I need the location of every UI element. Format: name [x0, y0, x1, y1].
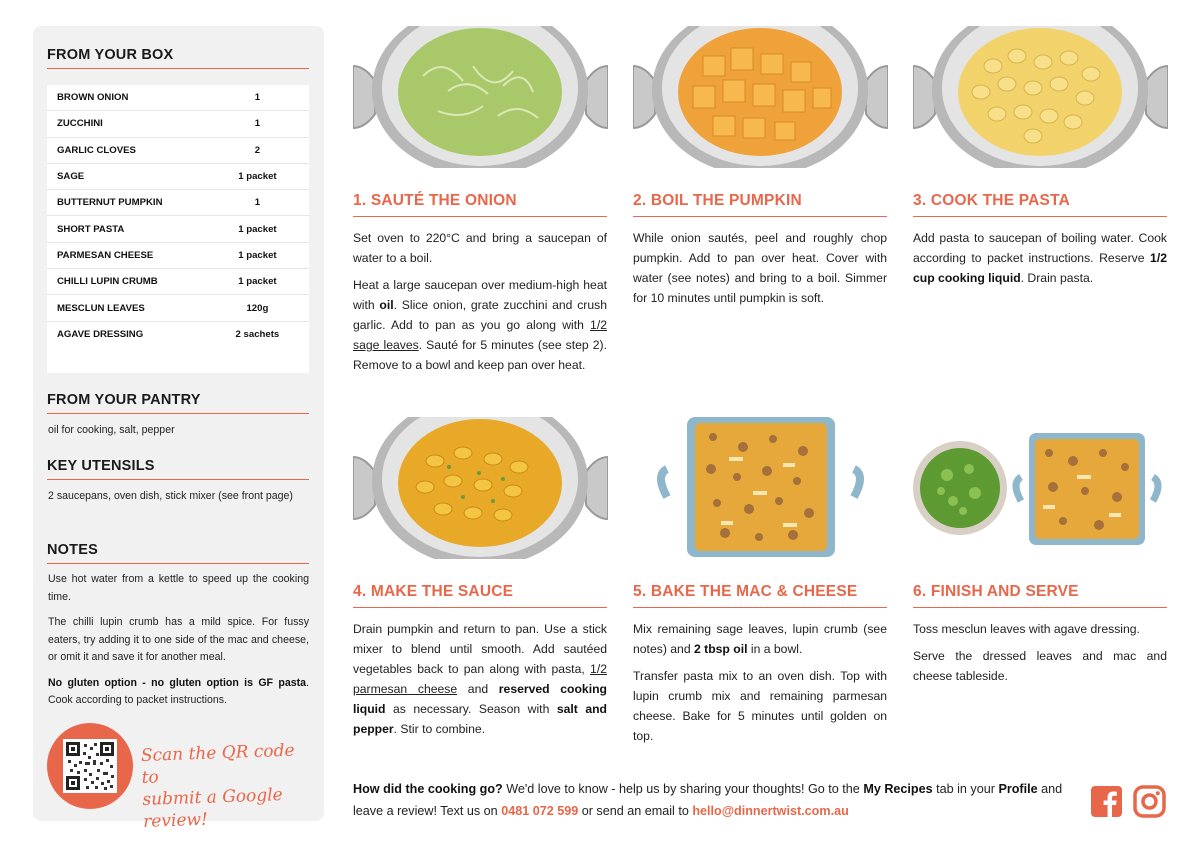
ingredient-row: [47, 322, 309, 348]
note-2: The chilli lupin crumb has a mild spice. For fussy eaters, try adding it to one side of the mac and cheese, or omit it and save it for another meal.: [48, 616, 309, 663]
ingredient-name: BUTTERNUT PUMPKIN: [57, 197, 163, 209]
ingredient-name: MESCLUN LEAVES: [57, 302, 145, 314]
bold-run: 1/2 cup cooking liquid: [913, 251, 1167, 285]
ingredient-row: [47, 190, 309, 216]
ingredient-qty: 1: [254, 197, 261, 209]
qr-caption-line-2: submit a Google review!: [142, 785, 284, 832]
step-5-para-1: [633, 619, 887, 659]
notes-heading: NOTES: [47, 542, 309, 564]
underlined-run: 1/2 parmesan cheese: [353, 662, 607, 696]
review-footer: [353, 778, 1078, 822]
step-1-para-1: Set oven to 220°C and bring a saucepan of water to a boil.: [353, 231, 607, 265]
step-3-para-1: [913, 228, 1167, 288]
text-run: as necessary. Season with: [385, 702, 557, 716]
step-6-title: 6. FINISH AND SERVE: [913, 583, 1167, 608]
step-1-title: 1. SAUTÉ THE ONION: [353, 192, 607, 217]
step-4-para-1: [353, 619, 607, 739]
text-run: . Sauté for 5 minutes (see step 2). Remove to a bowl and keep pan over heat.: [353, 338, 607, 372]
pantry-text: oil for cooking, salt, pepper: [48, 424, 175, 436]
note-3: [48, 675, 309, 710]
step-2-photo-boil-pumpkin: [633, 26, 888, 168]
bold-run: reserved cooking liquid: [353, 682, 607, 716]
ingredient-row: [47, 85, 309, 111]
qr-code-icon[interactable]: [63, 739, 117, 793]
ingredient-qty: 2: [254, 144, 261, 156]
step-4-photo-make-sauce: [353, 417, 608, 559]
ingredient-qty: 1: [254, 118, 261, 130]
step-6-para-2: Serve the dressed leaves and mac and cheese tableside.: [913, 649, 1167, 683]
qr-badge: [47, 723, 133, 809]
text-run: Drain pumpkin and return to pan. Use a stick mixer to blend until smooth. Add sautéed vegetables back to pan along with pasta,: [353, 622, 607, 676]
note-3-bold: No gluten option - no gluten option is GF pasta: [48, 676, 307, 689]
step-1-photo-saute-onion: [353, 26, 608, 168]
ingredient-row: [47, 243, 309, 269]
key-utensils-heading: KEY UTENSILS: [47, 458, 309, 480]
underlined-run: 1/2 sage leaves: [353, 318, 607, 352]
ingredient-name: SHORT PASTA: [57, 223, 125, 235]
ingredient-row: [47, 111, 309, 137]
step-3-title: 3. COOK THE PASTA: [913, 192, 1167, 217]
text-run: or send an email to: [578, 804, 693, 818]
text-run: . Drain pasta.: [1020, 271, 1094, 285]
ingredient-name: SAGE: [57, 171, 85, 183]
text-run: Heat a large saucepan over medium-high heat with: [353, 278, 607, 312]
step-5-para-2: Transfer pasta mix to an oven dish. Top with lupin crumb mix and remaining parmesan cheese. Bake for 5 minutes until golden on top.: [633, 669, 887, 743]
step-5-body: [633, 619, 887, 753]
ingredient-qty: 1: [254, 92, 261, 104]
step-6-photo-finish-serve: [913, 417, 1168, 559]
step-6-para-1: Toss mesclun leaves with agave dressing.: [913, 622, 1140, 636]
ingredient-qty: 1 packet: [238, 223, 277, 235]
note-1: Use hot water from a kettle to speed up the cooking time.: [48, 573, 309, 603]
notes-body: [48, 571, 309, 718]
text-run: . Slice onion, grate zucchini and crush garlic. Add to pan as you go along with: [353, 298, 608, 332]
ingredient-name: BROWN ONION: [57, 92, 129, 104]
qr-caption: [141, 739, 314, 833]
ingredient-row: [47, 164, 309, 190]
ingredient-row: [47, 295, 309, 321]
ingredient-name: ZUCCHINI: [57, 118, 103, 130]
utensils-text: 2 saucepans, oven dish, stick mixer (see front page): [48, 490, 293, 502]
step-4-body: [353, 619, 607, 746]
step-5-photo-bake-mac-cheese: [633, 417, 888, 559]
ingredient-name: GARLIC CLOVES: [57, 144, 136, 156]
instagram-icon[interactable]: [1133, 785, 1166, 818]
from-your-box-heading: FROM YOUR BOX: [47, 47, 309, 69]
phone-link[interactable]: 0481 072 599: [501, 804, 579, 818]
ingredient-qty: 120g: [246, 302, 269, 314]
step-1-para-2: [353, 275, 607, 375]
text-run: in a bowl.: [747, 642, 803, 656]
bold-run: 2 tbsp oil: [693, 642, 748, 656]
note-3-rest: . Cook according to packet instructions.: [48, 676, 309, 706]
ingredient-name: PARMESAN CHEESE: [57, 249, 154, 261]
bold-run: oil: [379, 298, 394, 312]
qr-caption-line-1: Scan the QR code to: [140, 740, 295, 788]
step-5-title: 5. BAKE THE MAC & CHEESE: [633, 583, 887, 608]
ingredient-qty: 2 sachets: [235, 329, 280, 341]
ingredient-name: CHILLI LUPIN CRUMB: [57, 276, 158, 288]
step-3-body: [913, 228, 1167, 295]
ingredient-row: [47, 217, 309, 243]
text-run: tab in your: [932, 782, 999, 796]
text-run: and: [457, 682, 499, 696]
facebook-icon[interactable]: [1090, 785, 1123, 818]
footer-question: How did the cooking go?: [353, 782, 503, 796]
step-1-body: [353, 228, 607, 382]
profile-link[interactable]: Profile: [998, 782, 1038, 796]
my-recipes-link[interactable]: My Recipes: [863, 782, 933, 796]
step-6-body: [913, 619, 1167, 693]
ingredient-name: AGAVE DRESSING: [57, 329, 144, 341]
email-link[interactable]: hello@dinnertwist.com.au: [692, 804, 849, 818]
step-2-title: 2. BOIL THE PUMPKIN: [633, 192, 887, 217]
step-3-photo-cook-pasta: [913, 26, 1168, 168]
step-2-body: [633, 228, 887, 315]
step-2-para-1: While onion sautés, peel and roughly chop pumpkin. Add to pan over heat. Cover with water (see notes) and bring to a boil. Simmer for 10 minutes until pumpkin is soft.: [633, 231, 887, 305]
ingredient-qty: 1 packet: [238, 249, 277, 261]
ingredient-row: [47, 269, 309, 295]
sidebar: [33, 26, 324, 832]
ingredient-qty: 1 packet: [238, 171, 277, 183]
step-4-title: 4. MAKE THE SAUCE: [353, 583, 607, 608]
ingredients-table: [47, 85, 309, 373]
text-run: Add pasta to saucepan of boiling water. Cook according to packet instructions. Reserve: [913, 231, 1167, 265]
text-run: We'd love to know - help us by sharing your thoughts! Go to the: [502, 782, 864, 796]
from-your-pantry-heading: FROM YOUR PANTRY: [47, 392, 309, 414]
ingredient-qty: 1 packet: [238, 276, 277, 288]
bold-run: salt and pepper: [353, 702, 607, 736]
text-run: Mix remaining sage leaves, lupin crumb (see notes) and: [633, 622, 887, 656]
text-run: . Stir to combine.: [393, 722, 486, 736]
ingredient-row: [47, 138, 309, 164]
text-run: and leave a review! Text us on: [353, 782, 1063, 818]
